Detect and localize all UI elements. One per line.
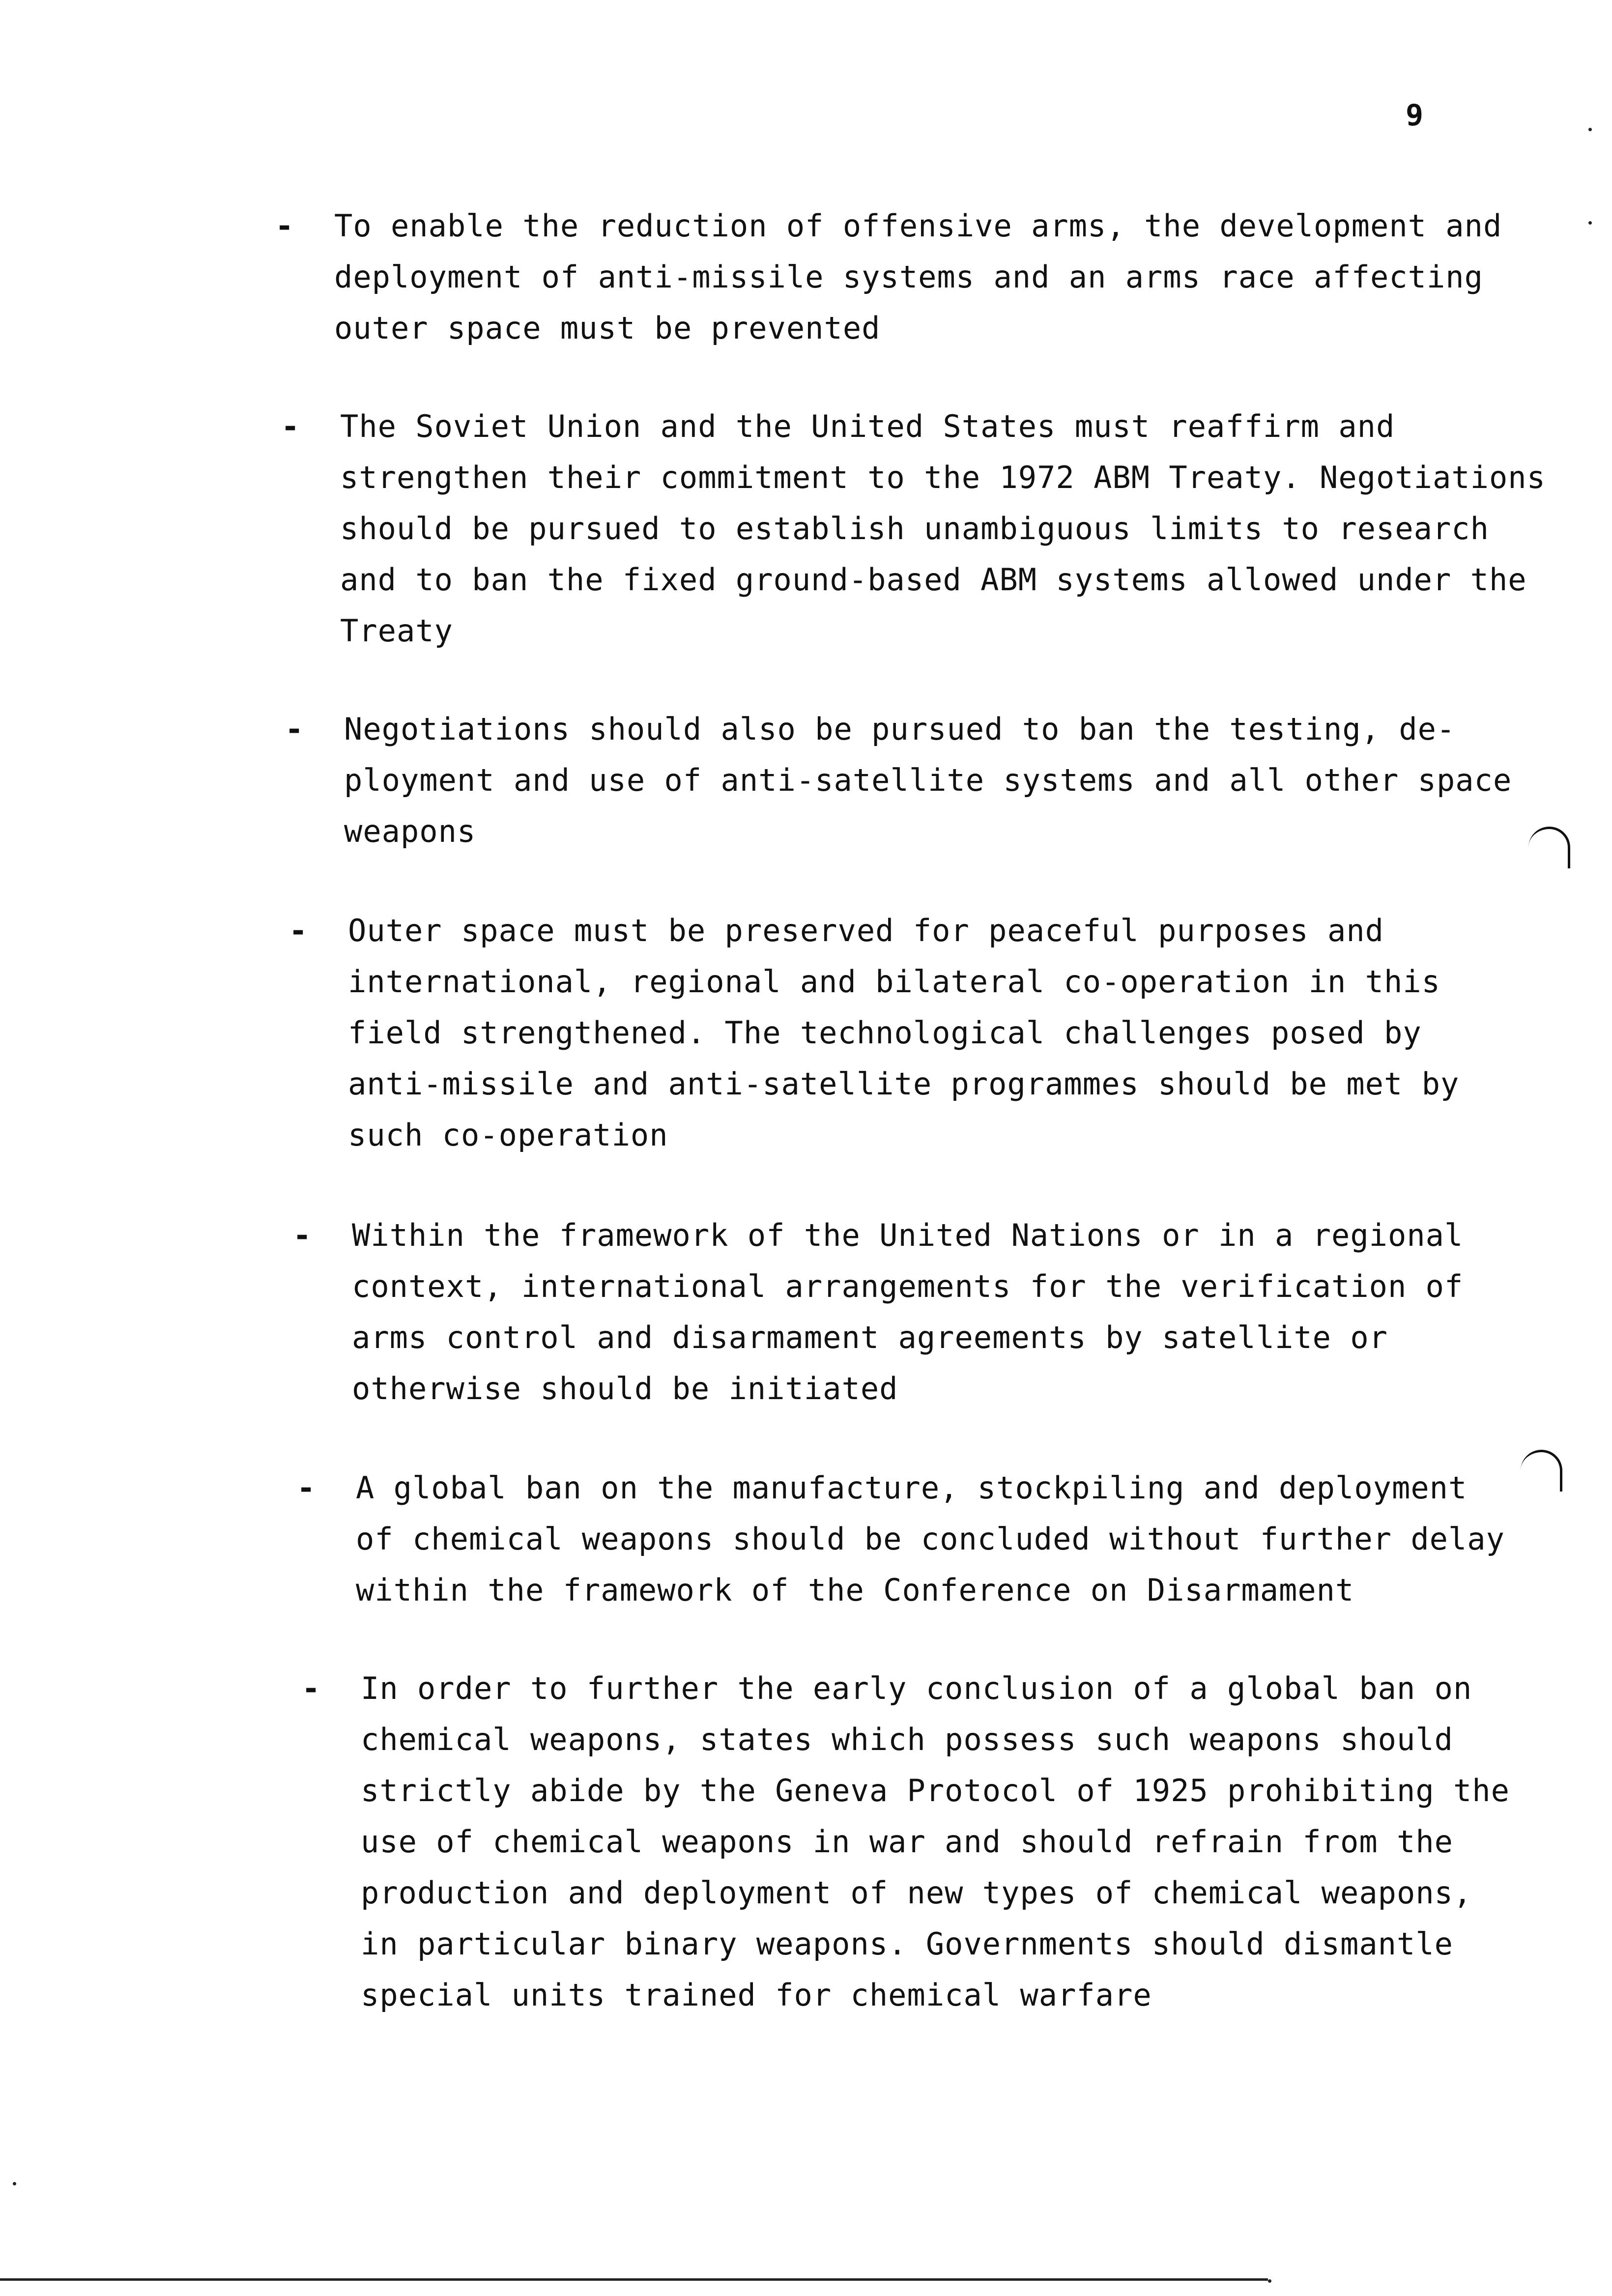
bullet-dash: - [285,711,304,747]
bullet-line: field strengthened. The technological challenges posed by [348,1015,1422,1051]
bullet-line: outer space must be prevented [334,310,881,346]
bullet-line: To enable the reduction of offensive arms, the development and [334,208,1502,244]
bullet-dash: - [297,1470,316,1506]
bullet-line: A global ban on the manufacture, stockpiling and deployment [356,1470,1468,1506]
bullet-item [297,1463,1505,1616]
bullet-dash: - [275,208,294,244]
bullet-dash: - [289,913,308,948]
punch-hole-mark [1521,1450,1562,1492]
punch-hole-mark [1528,827,1570,868]
bullet-line: ployment and use of anti-satellite systems and all other space [344,762,1512,798]
bullet-line: context, international arrangements for the verification of [352,1268,1464,1304]
bullet-line: should be pursued to establish unambiguous limits to research [340,511,1489,546]
bullet-dash: - [281,408,300,444]
bullet-line: arms control and disarmament agreements by satellite or [352,1320,1388,1355]
bullet-line: production and deployment of new types of chemical weapons, [361,1875,1472,1911]
scan-speck [1588,221,1592,225]
bullet-line: anti-missile and anti-satellite programmes should be met by [348,1066,1460,1102]
bullet-line: of chemical weapons should be concluded without further delay [356,1521,1505,1557]
bullet-dash: - [302,1670,321,1706]
bullet-line: weapons [344,813,476,849]
bullet-line: special units trained for chemical warfare [361,1977,1152,2013]
bullet-line: deployment of anti-missile systems and an arms race affecting [334,259,1483,295]
bullet-line: The Soviet Union and the United States must reaffirm and [340,408,1395,444]
bullet-item [289,905,1460,1161]
bullet-dash: - [293,1217,312,1253]
bullet-item [293,1210,1464,1414]
bullet-line: use of chemical weapons in war and should refrain from the [361,1824,1453,1860]
bullet-line: Treaty [340,613,453,649]
bullet-line: strictly abide by the Geneva Protocol of 1925 prohibiting the [361,1773,1510,1808]
bullet-line: within the framework of the Conference on Disarmament [356,1572,1354,1608]
bullet-item [302,1663,1510,2021]
scan-speck [13,2182,16,2185]
bullet-line: strengthen their commitment to the 1972 ABM Treaty. Negotiations [340,459,1546,495]
bullet-line: otherwise should be initiated [352,1371,898,1406]
scan-speck [1588,128,1592,131]
bullet-line: such co-operation [348,1117,668,1153]
bullet-item [281,401,1546,657]
bullet-line: international, regional and bilateral co-operation in this [348,964,1440,1000]
bullet-line: and to ban the fixed ground-based ABM systems allowed under the [340,562,1527,598]
bullet-line: chemical weapons, states which possess such weapons should [361,1722,1453,1757]
bullet-line: in particular binary weapons. Governments should dismantle [361,1926,1453,1962]
scan-speck [1268,2279,1271,2283]
bottom-edge-line [0,2278,1268,2281]
page-number: 9 [1406,98,1424,133]
bullet-item [285,704,1512,857]
bullet-line: Outer space must be preserved for peaceful purposes and [348,913,1384,948]
bullet-line: Negotiations should also be pursued to ban the testing, de- [344,711,1456,747]
bullet-item [275,201,1502,354]
bullet-line: Within the framework of the United Nations or in a regional [352,1217,1464,1253]
bullet-line: In order to further the early conclusion of a global ban on [361,1670,1472,1706]
